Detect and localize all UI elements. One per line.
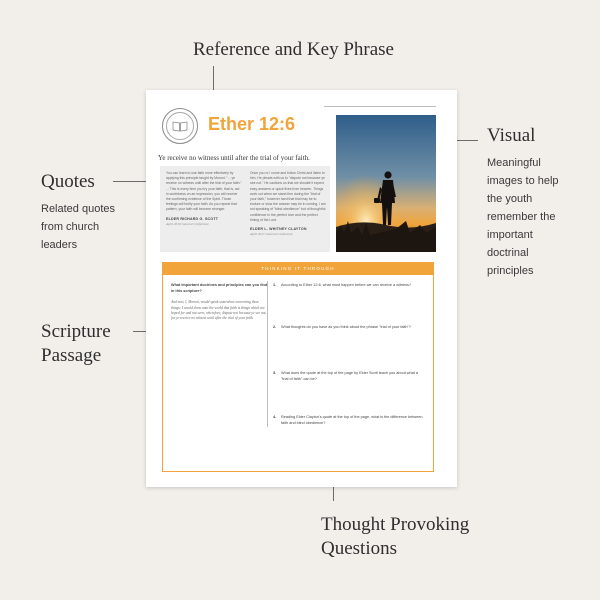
key-phrase: Ye receive no witness until after the trial of your faith. <box>158 154 310 162</box>
thinking-it-through-box <box>162 262 434 472</box>
label-quotes-desc: Related quotes from church leaders <box>41 203 115 251</box>
scripture-column <box>171 283 269 322</box>
silhouette-photo <box>336 115 436 252</box>
thinking-header: THINKING IT THROUGH <box>163 263 433 275</box>
left-question: What important doctrines and principles can you find in this scripture? <box>171 283 268 293</box>
header-rule <box>324 106 436 107</box>
label-scripture: Scripture Passage <box>41 321 111 366</box>
column-divider <box>267 281 268 427</box>
label-visual: Visual <box>487 125 536 146</box>
quotes-box <box>160 166 330 252</box>
question-item: 1. According to Ether 12:6, what must happen before we can receive a witness? <box>273 283 412 287</box>
question-item: 3. What does the quote at the top of the page by Elder Scott teach you about what a "trial of faith" can be? <box>273 371 418 381</box>
reference-title: Ether 12:6 <box>208 114 296 134</box>
scripture-passage: And now, I, Moroni, would speak somewhat concerning these things; I would show unto the world that faith is things which are hoped for and not seen; wherefore, dispute not because ye see not, for ye receive no witness until after the trial of your faith. <box>171 300 267 321</box>
question-item: 2. What thoughts do you have as you think about the phrase "trial of your faith"? <box>273 325 411 329</box>
label-reference: Reference and Key Phrase <box>193 39 394 60</box>
label-quotes: Quotes <box>41 171 95 192</box>
worksheet-page <box>146 90 457 487</box>
seal-logo <box>162 108 198 144</box>
quote-right: Once you or I come and follow Christ and listen to him, He pleads with us to "dispute not because ye see not." He cautions us that we shouldn't expect easy answers or quick fixes from heaven. Things work out when we stand firm during the "trial of your faith," however hard that trial may be to endure or slow the answer may be in coming. I am not speaking of "blind obedience" but of thoughtful confidence in the perfect love and the perfect timing of the Lord. ELDER L. WHITNEY CLAYTON April 2017 General Conference <box>250 171 326 237</box>
label-visual-desc: Meaningful images to help the youth remember the important doctrinal principles <box>487 157 559 277</box>
quote-left: You can learn to use faith more effectively by applying this principle taught by Moroni: "... ye receive no witness until after the trial of your faith." ... This is every time you try your faith, that is, act in worthiness on an impression, you will receive the confirming evidence of the Spirit. Those feelings will fortify your faith. As you repeat that pattern, your faith will become stronger. ELDER RICHARD G. SCOTT April 2010 General Conference <box>166 171 242 226</box>
label-questions: Thought Provoking Questions <box>321 514 470 559</box>
book-icon <box>172 120 188 132</box>
question-item: 4. Reading Elder Clayton's quote at the top of the page, what is the difference between faith and blind obedience? <box>273 415 423 425</box>
